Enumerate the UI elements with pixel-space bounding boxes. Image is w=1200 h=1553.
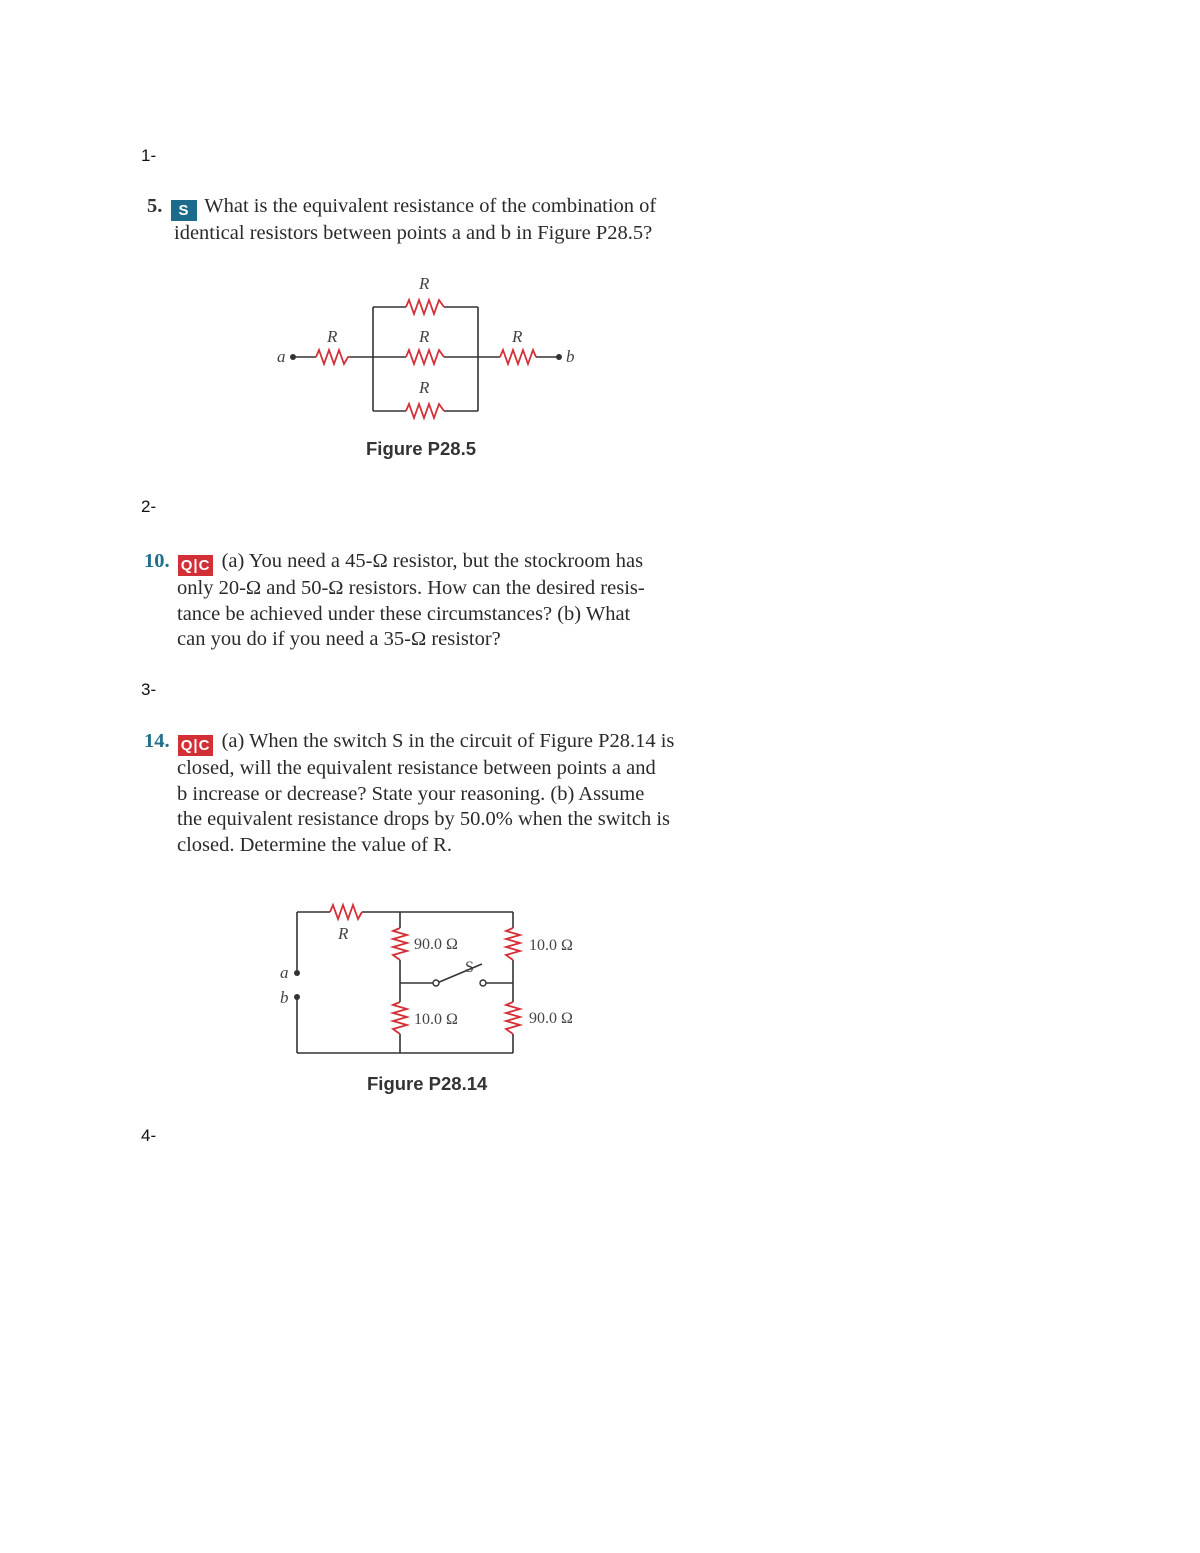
point-b-label: b: [280, 988, 289, 1007]
item-label-4: 4-: [141, 1126, 157, 1145]
problem-text-line: only 20-Ω and 50-Ω resistors. How can the desired resis-: [177, 577, 645, 599]
resistor-zigzag: [406, 350, 444, 364]
resistor-value-label: 10.0 Ω: [529, 937, 573, 954]
solution-badge: S: [171, 200, 197, 221]
figure-caption: Figure P28.14: [367, 1073, 488, 1094]
problem-text-line: the equivalent resistance drops by 50.0% when the switch is: [177, 808, 671, 830]
figure-caption: Figure P28.5: [366, 438, 477, 459]
resistor-value-label: 10.0 Ω: [414, 1011, 458, 1028]
resistor-zigzag: [406, 404, 444, 418]
resistor-zigzag: [406, 300, 444, 314]
item-label-2: 2-: [141, 497, 157, 516]
resistor-label: R: [338, 924, 349, 943]
problem-5: [147, 194, 727, 247]
resistor-label: R: [419, 327, 430, 346]
figure-p28-5-circuit: [270, 268, 590, 428]
resistor-zigzag: [316, 350, 350, 364]
problem-text-line: (a) You need a 45-Ω resistor, but the stockroom has: [221, 550, 644, 572]
problem-text-line: closed. Determine the value of R.: [177, 833, 452, 856]
resistor-zigzag: [393, 928, 407, 960]
problem-number: 10.: [144, 550, 170, 572]
resistor-value-label: 90.0 Ω: [414, 936, 458, 953]
problem-text-line: b increase or decrease? State your reasoning. (b) Assume: [177, 782, 645, 805]
resistor-label: R: [419, 274, 430, 293]
resistor-zigzag: [330, 905, 362, 919]
problem-text-line: tance be achieved under these circumstances? (b) What: [177, 602, 631, 625]
resistor-zigzag: [506, 928, 520, 960]
resistor-zigzag: [393, 1002, 407, 1034]
point-a-label: a: [280, 963, 289, 982]
problem-text-line: can you do if you need a 35-Ω resistor?: [177, 628, 501, 650]
problem-text-line: closed, will the equivalent resistance between points a and: [177, 757, 656, 779]
qc-badge: Q|C: [178, 555, 214, 576]
terminal-b-dot: [556, 354, 562, 360]
terminal-a-dot: [294, 970, 300, 976]
resistor-zigzag: [506, 1002, 520, 1034]
problem-text-line: (a) When the switch S in the circuit of Figure P28.14 is: [221, 730, 675, 752]
item-label-3: 3-: [141, 680, 157, 699]
switch-contact: [480, 980, 486, 986]
point-a-label: a: [277, 347, 286, 366]
problem-10: [144, 549, 744, 653]
problem-text-line: identical resistors between points a and b in Figure P28.5?: [174, 222, 653, 244]
figure-p28-14-circuit: [270, 895, 600, 1065]
terminal-a-dot: [290, 354, 296, 360]
problem-number: 14.: [144, 730, 170, 752]
resistor-zigzag: [500, 350, 536, 364]
resistor-label: R: [327, 327, 338, 346]
resistor-label: R: [512, 327, 523, 346]
problem-14: [144, 729, 744, 858]
resistor-value-label: 90.0 Ω: [529, 1010, 573, 1027]
item-label-1: 1-: [141, 146, 157, 165]
point-b-label: b: [566, 347, 575, 366]
problem-number: 5.: [147, 195, 163, 217]
resistor-label: R: [419, 378, 430, 397]
terminal-b-dot: [294, 994, 300, 1000]
switch-contact: [433, 980, 439, 986]
switch-label: S: [465, 959, 474, 976]
switch-blade: [437, 964, 482, 983]
qc-badge: Q|C: [178, 735, 214, 756]
problem-text-line: What is the equivalent resistance of the combination of: [204, 195, 657, 217]
